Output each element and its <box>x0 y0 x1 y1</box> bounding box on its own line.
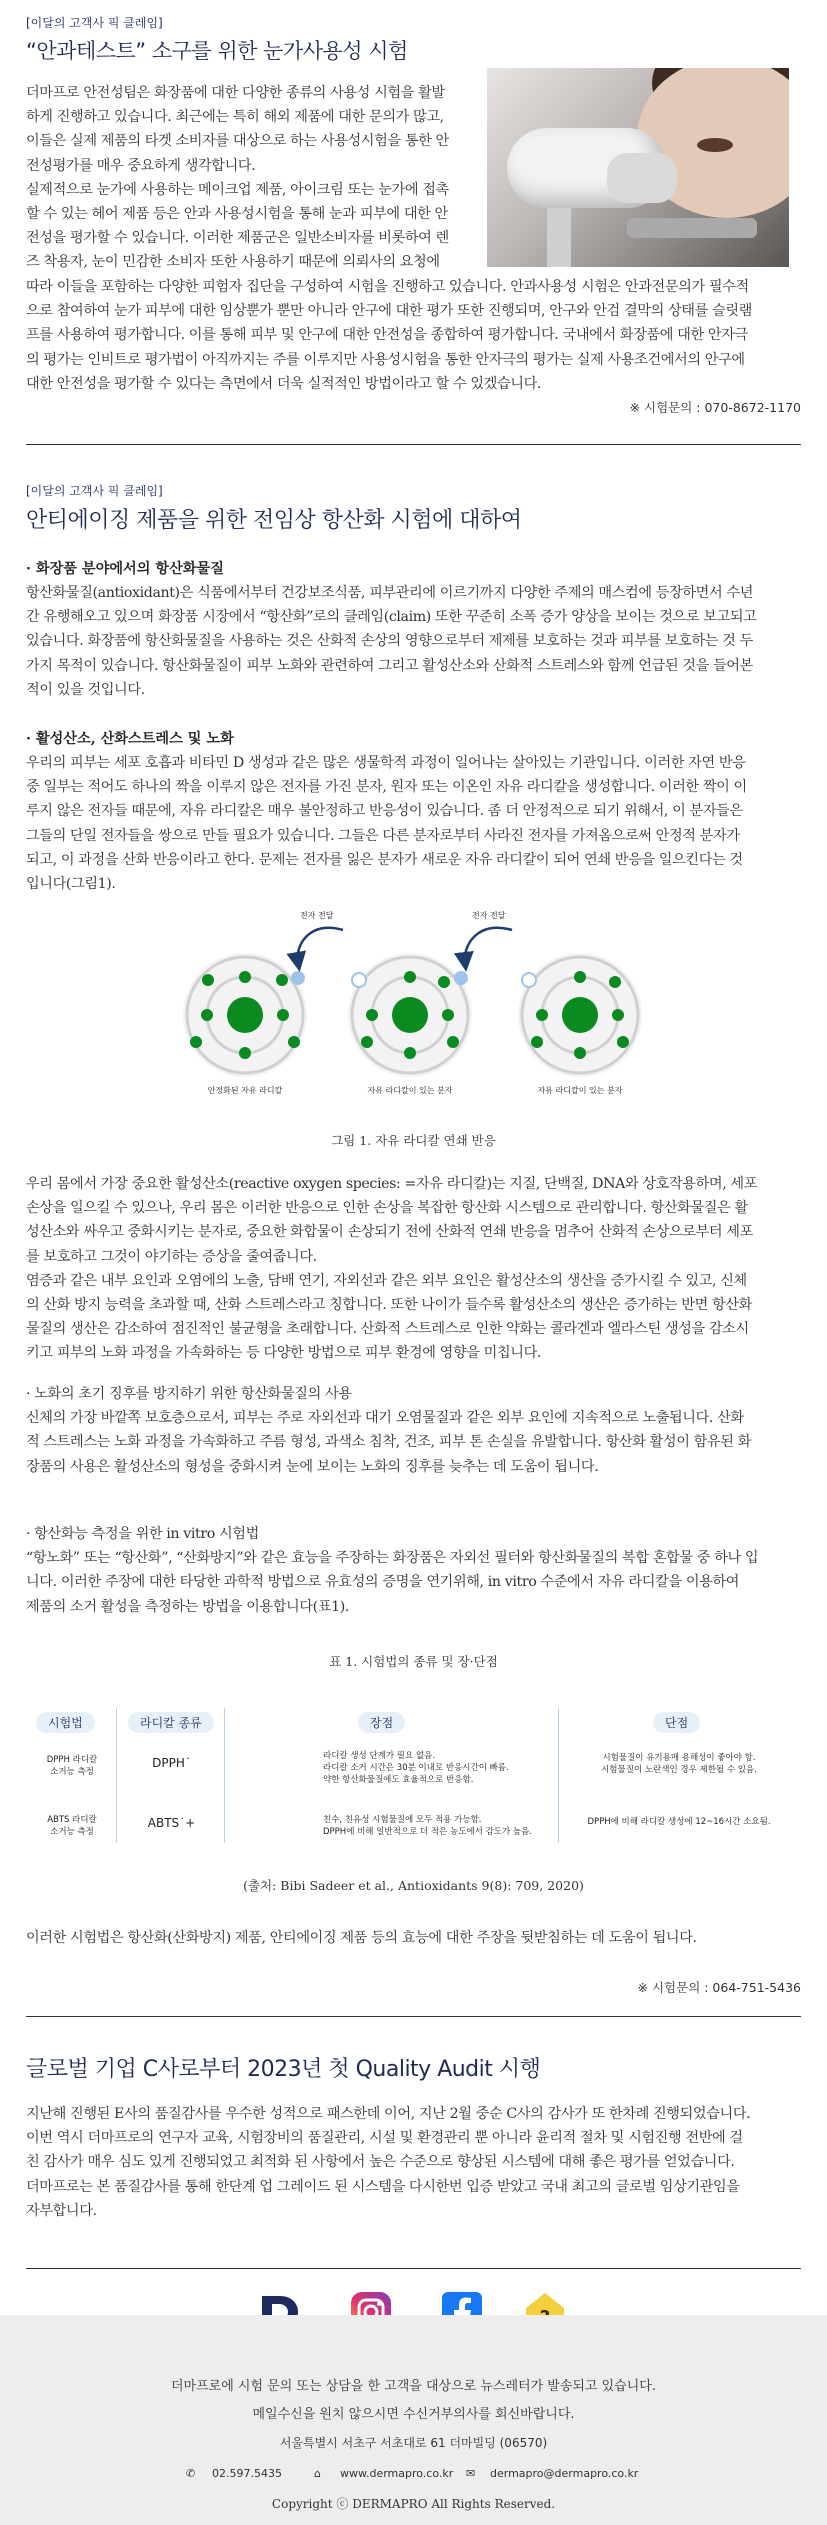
section-tag: [이달의 고객사 픽 클레임] <box>26 484 163 498</box>
para-line: 실제적으로 눈가에 사용하는 메이크업 제품, 아이크림 또는 눈가에 접촉 <box>26 181 449 198</box>
cons-cell: 시험물질이 유기용매 용해성이 좋아야 함. <box>602 1753 756 1763</box>
para-line: 있습니다. 화장품에 항산화물질을 사용하는 것은 산화적 손상의 영향으로부터 제제를 보호하는 것과 피부를 보호하는 것 두 <box>26 633 753 650</box>
table-source: (출처: Bibi Sadeer et al., Antioxidants 9(8): 709, 2020) <box>243 1878 584 1893</box>
free-radical-figure <box>160 900 660 1110</box>
para-line: 항산화물질(antioxidant)은 식품에서부터 건강보조식품, 피부관리에 이르기까지 다양한 주제의 매스컴에 등장하면서 수년 <box>26 585 753 601</box>
section2-part5 <box>26 1522 801 1619</box>
para-line: 그들의 단일 전자들을 쌍으로 만들 필요가 있습니다. 그들은 다른 분자로부터 사라진 전자를 가져옴으로써 안정적 분자가 <box>26 827 740 844</box>
cons-cell: 시험물질이 노란색인 경우 제한될 수 있음. <box>601 1765 757 1775</box>
footer-website[interactable]: www.dermapro.co.kr <box>340 2467 454 2480</box>
para-line: 중 일부는 적어도 하나의 짝을 이루지 않은 전자를 가진 분자, 원자 또는 이온인 자유 라디칼을 생성합니다. 이러한 짝이 이 <box>26 779 747 796</box>
footer <box>0 2315 827 2525</box>
arrow-label: 전자 전달 <box>472 911 506 920</box>
subheading: · 화장품 분야에서의 항산화물질 <box>26 561 224 577</box>
para-line: 더마프로 안전성팀은 화장품에 대한 다양한 종류의 사용성 시험을 활발 <box>26 85 445 101</box>
para-line: 하게 진행하고 있습니다. 최근에는 특히 해외 제품에 대한 문의가 많고, <box>26 109 444 126</box>
table-header: 시험법 <box>36 1712 95 1733</box>
para-line: 즈 착용자, 눈이 민감한 소비자 또한 사용하기 때문에 의뢰사의 요청에 <box>26 254 440 271</box>
section2-part3 <box>26 1172 801 1366</box>
electron-transfer-arrow-2 <box>465 928 512 962</box>
para-line: 의 산화 방지 능력을 초과할 때, 산화 스트레스라고 칭합니다. 또한 나이가 들수록 활성산소의 생산은 증가하는 반면 항산화 <box>26 1297 752 1314</box>
cons-cell: DPPH에 비해 라디칼 생성에 12~16시간 소요됨. <box>587 1817 771 1827</box>
table-source-wrap <box>26 1876 801 1894</box>
atom-radical-1 <box>348 953 472 1077</box>
para-line: 손상을 일으킬 수 있으나, 우리 몸은 이러한 반응으로 인한 손상을 복잡한 항산화 시스템으로 관리합니다. 항산화물질은 활 <box>26 1200 748 1217</box>
method-table <box>28 1708 798 1858</box>
para-line: 이들은 실제 제품의 타겟 소비자를 대상으로 하는 사용성시험을 통한 안 <box>26 133 449 150</box>
para-line: “항노화” 또는 “항산화”, “산화방지”와 같은 효능을 주장하는 화장품은 자외선 필터와 항산화물질의 복합 혼합물 중 하나 입 <box>26 1550 759 1567</box>
para-line: 우리 몸에서 가장 중요한 활성산소(reactive oxygen species: =자유 라디칼)는 지질, 단백질, DNA와 상호작용하며, 세포 <box>26 1176 758 1192</box>
contact-info: ※ 시험문의 : 070-8672-1170 <box>629 400 801 416</box>
section-antioxidant <box>26 482 801 534</box>
para-line: 프를 사용하여 평가합니다. 이를 통해 피부 및 안구에 대한 안전성을 종합하여 평가합니다. 국내에서 화장품에 대한 안자극 <box>26 327 748 344</box>
para-line: 염증과 같은 내부 요인과 오염에의 노출, 담배 연기, 자외선과 같은 외부 요인은 활성산소의 생산을 증가시킬 수 있고, 신체 <box>26 1272 747 1289</box>
section2-contact-wrap <box>26 1978 801 1996</box>
para-line: 지난해 진행된 E사의 품질감사를 우수한 성적으로 패스한데 이어, 지난 2월 중순 C사의 감사가 또 한차례 진행되었습니다. <box>26 2106 751 2122</box>
para-line: 장품의 사용은 활성산소의 형성을 중화시켜 눈에 보이는 노화의 징후를 늦추는 데 도움이 됩니다. <box>26 1458 599 1475</box>
para-line: 간 유행해오고 있으며 화장품 시장에서 “항산화”로의 클레임(claim) 또한 꾸준히 소폭 증가 양상을 보이는 것으로 보고되고 <box>26 609 757 626</box>
para-line: 으로 참여하여 눈가 피부에 대한 임상뿐가 뿐만 아니라 안구에 대한 평가 또한 진행되며, 안구와 안검 결막의 상태를 슬릿램 <box>26 303 752 320</box>
para-line: 자부합니다. <box>26 2202 97 2219</box>
para-line: 루지 않은 전자들 때문에, 자유 라디칼은 매우 불안정하고 반응성이 있습니다. 좀 더 안정적으로 되기 위해서, 이 분자들은 <box>26 803 743 820</box>
radical-cell: ABTS˙+ <box>147 1816 196 1830</box>
contact-info: ※ 시험문의 : 064-751-5436 <box>637 1980 801 1995</box>
table-caption-wrap <box>26 1652 801 1670</box>
para-line: 대한 안전성을 평가할 수 있다는 측면에서 더욱 실적적인 방법이라고 할 수 있겠습니다. <box>26 375 541 392</box>
section3-body <box>26 2102 801 2223</box>
para-line: 제품의 소거 활성을 측정하는 방법을 이용합니다(표1). <box>26 1598 349 1615</box>
arrow-label: 전자 전달 <box>300 911 334 920</box>
divider <box>26 444 801 445</box>
para-line: 되고, 이 과정을 산화 반응이라고 한다. 문제는 전자를 잃은 분자가 새로운 자유 라디칼이 되어 연쇄 반응을 일으킨다는 것 <box>26 851 743 868</box>
section-audit <box>26 2048 801 2083</box>
para-line: 니다. 이러한 주장에 대한 타당한 과학적 방법으로 유효성의 증명을 연기위해, in vitro 수준에서 자유 라디칼을 이용하여 <box>26 1574 740 1591</box>
pros-cell: 라디칼 생성 단계가 필요 없음. <box>323 1751 436 1761</box>
section2-part4 <box>26 1382 801 1479</box>
eye-exam-photo <box>487 68 789 267</box>
footer-address: 서울특별시 서초구 서초대로 61 더마빌딩 (06570) <box>279 2436 548 2450</box>
para-line: 이러한 시험법은 항산화(산화방지) 제품, 안티에이징 제품 등의 효능에 대한 주장을 뒷받침하는 데 도움이 됩니다. <box>26 1930 697 1946</box>
method-cell: DPPH 라디칼 <box>46 1755 98 1765</box>
footer-copyright: Copyright ⓒ DERMAPRO All Rights Reserved. <box>271 2497 556 2511</box>
divider <box>26 2016 801 2017</box>
section-eye-test <box>26 14 801 65</box>
footer-email[interactable]: dermapro@dermapro.co.kr <box>490 2467 639 2480</box>
section-tag: [이달의 고객사 픽 클레임] <box>26 16 163 30</box>
para-line: 더마프로는 본 품질감사를 통해 한단계 업 그레이드 된 시스템을 다시한번 입증 받았고 국내 최고의 글로벌 임상기관임을 <box>26 2178 740 2195</box>
section2-part1 <box>26 557 801 702</box>
figure-caption-wrap <box>26 1131 801 1149</box>
table-caption: 표 1. 시험법의 종류 및 장·단점 <box>329 1654 498 1669</box>
section-title: 안티에이징 제품을 위한 전임상 항산화 시험에 대하여 <box>26 508 522 533</box>
electron-transfer-arrow-1 <box>298 928 343 962</box>
section1-body <box>26 275 801 416</box>
para-line: 의 평가는 인비트로 평가법이 아직까지는 주를 이루지만 사용성시험을 통한 안자극의 평가는 실제 사용조건에서의 안구에 <box>26 351 745 368</box>
para-line: 키고 피부의 노화 과정을 가속화하는 등 다양한 방법으로 피부 환경에 영향을 미칩니다. <box>26 1345 541 1362</box>
para-line: 신체의 가장 바깥쪽 보호층으로서, 피부는 주로 자외선과 대기 오염물질과 같은 외부 요인에 지속적으로 노출됩니다. 산화 <box>26 1410 744 1427</box>
subheading: · 항산화능 측정을 위한 in vitro 시험법 <box>26 1526 259 1542</box>
para-line: 성산소와 싸우고 중화시키는 분자로, 중요한 화합물이 손상되기 전에 산화적 연쇄 반응을 멈추어 산화적 손상으로부터 세포 <box>26 1224 753 1241</box>
para-line: 전성을 평가할 수 있습니다. 이러한 제품군은 일반소비자를 비롯하여 렌 <box>26 230 449 247</box>
atom-stable <box>183 953 307 1077</box>
divider <box>26 2268 801 2269</box>
section2-conclusion <box>26 1926 801 1950</box>
section2-part2 <box>26 727 801 896</box>
radical-cell: DPPH˙ <box>152 1756 191 1770</box>
subheading: · 노화의 초기 징후를 방지하기 위한 항산화물질의 사용 <box>26 1386 352 1402</box>
pros-cell: 약한 항산화물질에도 효율적으로 반응함. <box>323 1775 474 1785</box>
pros-cell: 친수, 친유성 시험물질에 모두 적용 가능함. <box>323 1815 482 1825</box>
section1-intro <box>26 81 476 275</box>
pros-cell: DPPH에 비해 일반적으로 더 적은 농도에서 감도가 높음. <box>323 1827 533 1837</box>
table-header: 장점 <box>358 1712 405 1733</box>
para-line: 적 스트레스는 노화 과정을 가속화하고 주름 형성, 과색소 침착, 건조, 피부 톤 손실을 유발합니다. 항산화 활성이 함유된 화 <box>26 1434 751 1451</box>
para-line: 할 수 있는 헤어 제품 등은 안과 사용성시험을 통해 눈과 피부에 대한 안 <box>26 206 448 223</box>
footer-notice: 더마프로에 시험 문의 또는 상담을 한 고객을 대상으로 뉴스레터가 발송되고 있습니다. <box>171 2379 656 2394</box>
para-line: 이번 역시 더마프로의 연구자 교육, 시험장비의 품질관리, 시설 및 환경관리 뿐 아니라 윤리적 절차 및 시험진행 전반에 걸 <box>26 2130 743 2147</box>
para-line: 입니다(그림1). <box>26 876 116 893</box>
section-title: “안과테스트” 소구를 위한 눈가사용성 시험 <box>26 39 408 63</box>
home-icon: ⌂ <box>314 2467 321 2480</box>
method-cell: 소거능 측정 <box>50 1767 94 1777</box>
atom-radical-2 <box>518 953 642 1077</box>
method-cell: ABTS 라디칼 <box>47 1815 97 1825</box>
phone-icon: ✆ <box>186 2467 196 2480</box>
table-header: 단점 <box>653 1712 700 1733</box>
section-title: 글로벌 기업 C사로부터 2023년 첫 Quality Audit 시행 <box>26 2057 541 2082</box>
footer-phone[interactable]: 02.597.5435 <box>212 2467 282 2480</box>
method-cell: 소거능 측정 <box>50 1827 94 1837</box>
para-line: 를 보호하고 그것이 야기하는 증상을 줄여줍니다. <box>26 1248 317 1265</box>
pros-cell: 라디칼 소거 시간은 30분 이내로 반응시간이 빠름. <box>323 1763 509 1773</box>
subheading: · 활성산소, 산화스트레스 및 노화 <box>26 731 234 747</box>
atom-label: 자유 라디칼이 있는 분자 <box>367 1086 453 1095</box>
para-line: 우리의 피부는 세포 호흡과 비타민 D 생성과 같은 많은 생물학적 과정이 일어나는 살아있는 기관입니다. 이러한 자연 반응 <box>26 755 746 771</box>
atom-label: 안정화된 자유 라디칼 <box>207 1086 283 1095</box>
para-line: 전성평가를 매우 중요하게 생각합니다. <box>26 157 256 174</box>
para-line: 적이 있을 것입니다. <box>26 681 145 698</box>
figure-caption: 그림 1. 자유 라디칼 연쇄 반응 <box>331 1133 496 1148</box>
mail-icon: ✉ <box>466 2467 476 2480</box>
para-line: 따라 이들을 포함하는 다양한 피험자 집단을 구성하여 시험을 진행하고 있습니다. 안과사용성 시험은 안과전문의가 필수적 <box>26 279 749 295</box>
para-line: 가지 목적이 있습니다. 항산화물질이 피부 노화와 관련하여 그리고 활성산소와 산화적 스트레스와 함께 언급된 것을 들어본 <box>26 657 753 674</box>
para-line: 물질의 생산은 감소하여 점진적인 불균형을 초래합니다. 산화적 스트레스로 인한 약화는 콜라겐과 엘라스틴 생성을 감소시 <box>26 1321 749 1338</box>
footer-notice: 메일수신을 원치 않으시면 수신거부의사를 회신바랍니다. <box>252 2407 575 2422</box>
para-line: 친 감사가 매우 심도 있게 진행되었고 최적화 된 사항에서 높은 수준으로 향상된 시스템에 대해 좋은 평가를 얻었습니다. <box>26 2154 735 2171</box>
table-header: 라디칼 종류 <box>128 1712 214 1733</box>
atom-label: 자유 라디칼이 있는 분자 <box>537 1086 623 1095</box>
